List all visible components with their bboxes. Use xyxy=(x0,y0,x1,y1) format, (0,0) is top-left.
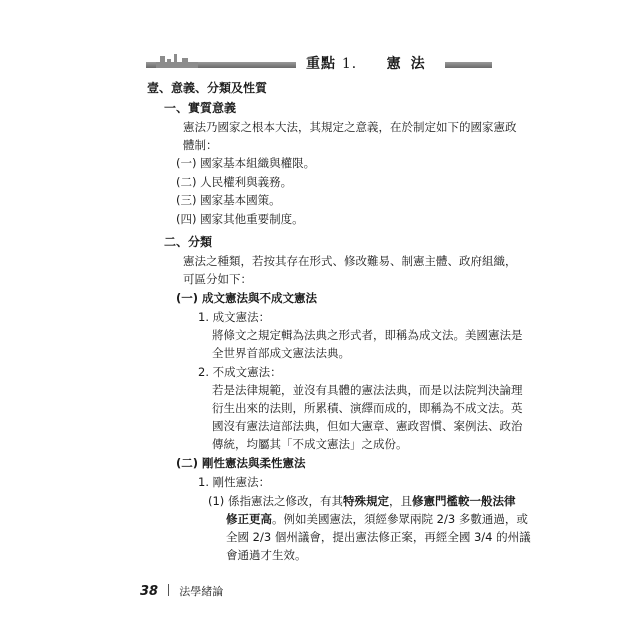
paragraph-line: 會通過才生效。 xyxy=(226,548,307,562)
paragraph-line: 衍生出來的法則，所累積、演繹而成的，即稱為不成文法。英 xyxy=(212,401,523,415)
paragraph-line: 若是法律規範，並沒有具體的憲法法典，而是以法院判決論理 xyxy=(212,383,523,397)
text-run: 。例如美國憲法，須經參眾兩院 2/3 多數通過，或 xyxy=(272,512,528,526)
paragraph-line: 體制： xyxy=(183,138,218,152)
paragraph-line: 憲法之種類，若按其存在形式、修改難易、制憲主體、政府組織， xyxy=(183,254,517,268)
chapter-banner xyxy=(146,54,492,74)
page-footer xyxy=(140,580,224,599)
paragraph-line: 將條文之規定輯為法典之形式者，即稱為成文法。美國憲法是 xyxy=(212,328,523,342)
clause-heading: (一) 成文憲法與不成文憲法 xyxy=(176,291,318,305)
chapter-name: 憲法 xyxy=(386,56,435,72)
text-run: ，且 xyxy=(388,494,412,508)
emphasis-text: 修憲門檻較一般法律 xyxy=(411,494,516,508)
list-item: 1. 剛性憲法： xyxy=(198,475,271,489)
chapter-number: 1． xyxy=(341,56,367,72)
list-item: 2. 不成文憲法： xyxy=(198,365,282,379)
list-item: (二) 人民權利與義務。 xyxy=(176,175,293,189)
footer-divider xyxy=(168,584,169,596)
page-number: 38 xyxy=(140,584,159,599)
emphasis-text: 修正更高 xyxy=(226,512,272,526)
paragraph-line: 全世界首部成文憲法法典。 xyxy=(212,346,350,360)
paragraph-line: 全國 2/3 個州議會，提出憲法修正案，再經全國 3/4 的州議 xyxy=(226,530,531,544)
subsection-heading: 二、分類 xyxy=(164,235,213,249)
paragraph-line xyxy=(226,511,528,527)
chapter-prefix: 重點 xyxy=(306,56,336,72)
paragraph-line: 憲法乃國家之根本大法，其規定之意義，在於制定如下的國家憲政 xyxy=(183,120,517,134)
paragraph-line: 可區分如下： xyxy=(183,272,252,286)
subsection-heading: 一、實質意義 xyxy=(164,101,237,115)
emphasis-text: 特殊規定 xyxy=(342,494,389,508)
list-item: (三) 國家基本國策。 xyxy=(176,193,281,207)
text-run: (1) 係指憲法之修改，有其 xyxy=(208,494,343,508)
chapter-title xyxy=(296,54,445,74)
book-title: 法學緒論 xyxy=(179,585,224,598)
paragraph-line: 傳統，均屬其「不成文憲法」之成份。 xyxy=(212,437,408,451)
paragraph-line xyxy=(208,493,515,509)
list-item: (一) 國家基本組織與權限。 xyxy=(176,156,316,170)
clause-heading: (二) 剛性憲法與柔性憲法 xyxy=(176,456,306,470)
section-heading: 壹、意義、分類及性質 xyxy=(147,81,268,95)
list-item: 1. 成文憲法： xyxy=(198,310,271,324)
list-item: (四) 國家其他重要制度。 xyxy=(176,212,304,226)
paragraph-line: 國沒有憲法這部法典，但如大憲章、憲政習慣、案例法、政治 xyxy=(212,419,523,433)
skyline-decoration-icon xyxy=(156,54,198,68)
